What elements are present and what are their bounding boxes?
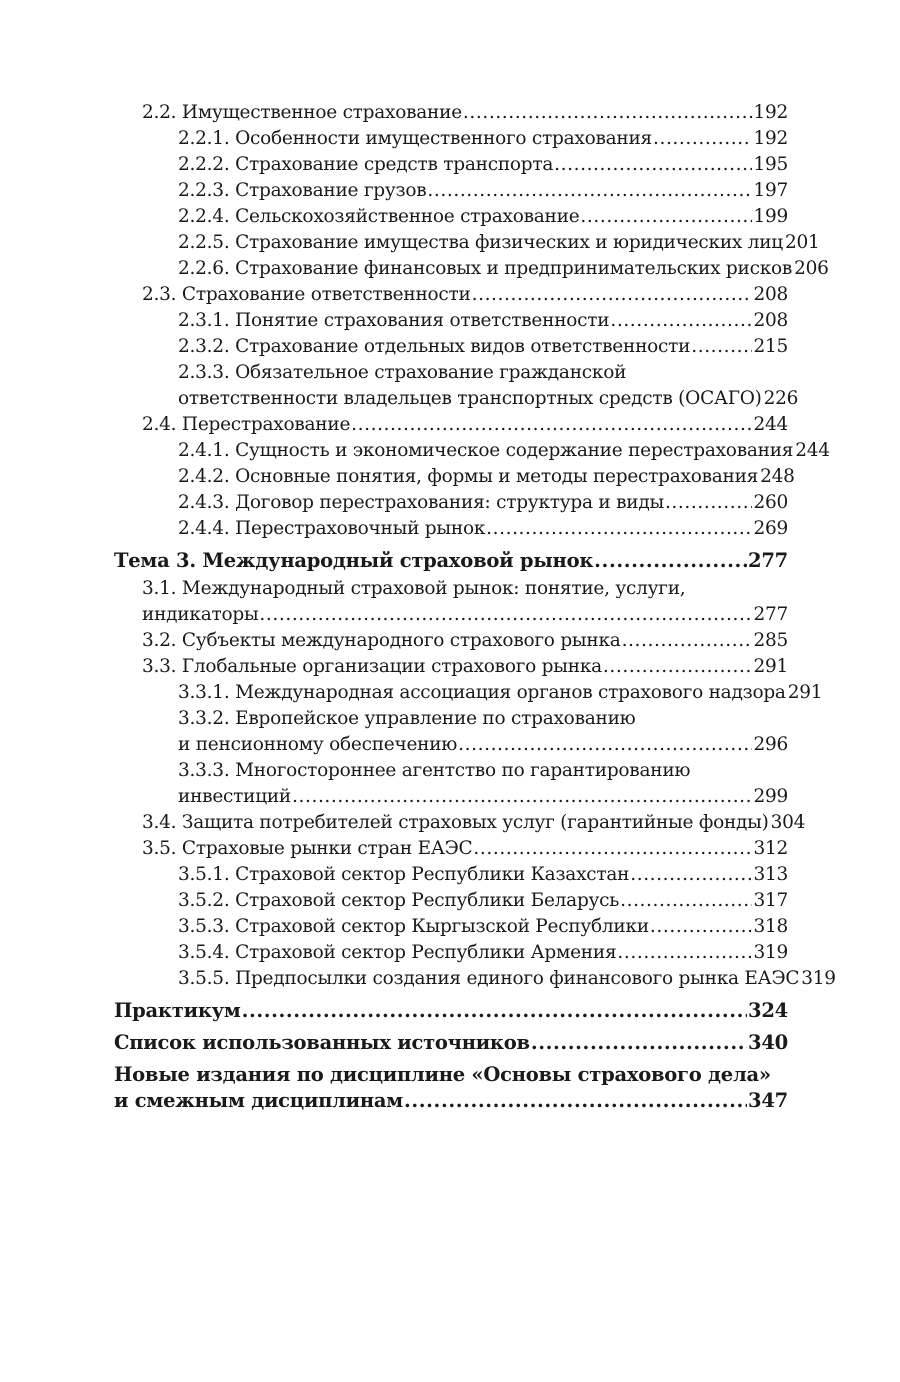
toc-entry-page-number: 313 (753, 864, 788, 885)
toc-entry-title: 3.5.4. Страховой сектор Республики Армения (178, 942, 617, 963)
toc-entry-title: 3.5.5. Предпосылки создания единого финансового рынка ЕАЭС (178, 968, 800, 989)
toc-entry-page-number: 192 (753, 102, 788, 123)
toc-entry (114, 654, 788, 680)
toc-entry-page-number: 291 (753, 656, 788, 677)
toc-entry-page-number: 208 (753, 310, 788, 331)
toc-entry (114, 100, 788, 126)
toc-entry (114, 490, 788, 516)
toc-entry (114, 862, 788, 888)
toc-entry (114, 628, 788, 654)
toc-entry-title: Список использованных источников (114, 1031, 530, 1054)
toc-entry (114, 706, 788, 758)
toc-entry-page-number: 319 (753, 942, 788, 963)
dot-leader (580, 204, 752, 230)
toc-entry (114, 966, 836, 992)
dot-leader (242, 998, 747, 1024)
toc-entry-title: и пенсионному обеспечению (178, 734, 458, 755)
toc-entry (114, 680, 823, 706)
toc-entry-page-number: 318 (753, 916, 788, 937)
dot-leader (486, 516, 752, 542)
toc-entry-title: 2.4.1. Сущность и экономическое содержание перестрахования (178, 440, 794, 461)
toc-entry-title: 2.2.2. Страхование средств транспорта (178, 154, 554, 175)
toc-entry-title: 3.5.1. Страховой сектор Республики Казахстан (178, 864, 630, 885)
toc-entry-page-number: 340 (748, 1031, 788, 1054)
toc-entry-page-number: 192 (753, 128, 788, 149)
table-of-contents (114, 100, 836, 1114)
toc-entry-page-number: 324 (748, 999, 788, 1022)
toc-entry-page-number: 296 (753, 734, 788, 755)
toc-entry-title-first-line: 2.3.3. Обязательное страхование гражданской (178, 362, 627, 383)
dot-leader (427, 178, 752, 204)
toc-entry-page-number: 201 (784, 232, 820, 253)
toc-entry (114, 836, 788, 862)
toc-entry-title: 2.2.3. Страхование грузов (178, 180, 427, 201)
toc-entry-page-number: 244 (753, 414, 788, 435)
toc-entry-title: 3.3.1. Международная ассоциация органов страхового надзора (178, 682, 786, 703)
toc-entry-page-number: 269 (753, 518, 788, 539)
toc-entry (114, 576, 788, 628)
toc-entry-page-number: 317 (753, 890, 788, 911)
toc-entry-title: 2.2.5. Страхование имущества физических и юридических лиц (178, 232, 783, 253)
toc-entry-page-number: 197 (753, 180, 788, 201)
toc-entry-page-number: 195 (753, 154, 788, 175)
toc-entry (114, 412, 788, 438)
toc-entry-page-number: 299 (753, 786, 788, 807)
toc-entry-title: и смежным дисциплинам (114, 1089, 403, 1112)
toc-entry-page-number: 319 (801, 968, 836, 989)
dot-leader (665, 490, 752, 516)
toc-entry-title: 3.3. Глобальные организации страхового рынка (142, 656, 602, 677)
dot-leader (554, 152, 752, 178)
toc-entry-page-number: 260 (753, 492, 788, 513)
toc-entry-page-number: 285 (753, 630, 788, 651)
toc-entry (114, 152, 788, 178)
toc-entry-title-first-line: 3.1. Международный страховой рынок: понятие, услуги, (142, 578, 686, 599)
toc-entry (114, 308, 788, 334)
dot-leader (620, 888, 752, 914)
toc-entry-title: 3.5. Страховые рынки стран ЕАЭС (142, 838, 473, 859)
dot-leader (610, 308, 752, 334)
dot-leader (691, 334, 752, 360)
toc-entry-page-number: 226 (763, 388, 799, 409)
toc-entry-page-number: 206 (794, 258, 829, 279)
dot-leader (617, 940, 752, 966)
dot-leader (472, 282, 753, 308)
toc-entry-title: инвестиций (178, 786, 292, 807)
toc-entry-title: 2.2.6. Страхование финансовых и предпринимательских рисков (178, 258, 793, 279)
toc-entry (114, 940, 788, 966)
dot-leader (473, 836, 752, 862)
toc-entry (114, 178, 788, 204)
toc-entry-title: 2.2.1. Особенности имущественного страхования (178, 128, 652, 149)
toc-entry-title: 3.5.2. Страховой сектор Республики Беларусь (178, 890, 620, 911)
dot-leader (292, 784, 752, 810)
toc-entry-title: 2.4.3. Договор перестрахования: структура и виды (178, 492, 664, 513)
dot-leader (259, 602, 752, 628)
toc-entry-page-number: 312 (753, 838, 788, 859)
toc-entry-page-number: 347 (748, 1089, 788, 1112)
toc-entry-title: 3.5.3. Страховой сектор Кыргызской Республики (178, 916, 649, 937)
dot-leader (650, 914, 753, 940)
dot-leader (630, 862, 752, 888)
toc-entry-title: Практикум (114, 999, 241, 1022)
toc-entry (114, 204, 788, 230)
dot-leader (594, 548, 747, 574)
toc-entry-title: 3.2. Субъекты международного страхового рынка (142, 630, 621, 651)
toc-entry-title: 2.4. Перестрахование (142, 414, 351, 435)
dot-leader (404, 1088, 747, 1114)
toc-entry (114, 888, 788, 914)
toc-entry-title: 2.3.1. Понятие страхования ответственности (178, 310, 610, 331)
toc-entry-title-first-line: 3.3.2. Европейское управление по страхованию (178, 708, 636, 729)
toc-entry (114, 230, 820, 256)
toc-entry-title: ответственности владельцев транспортных средств (ОСАГО) (178, 388, 762, 409)
toc-entry (114, 360, 799, 412)
toc-entry-page-number: 208 (753, 284, 788, 305)
dot-leader (463, 100, 753, 126)
toc-entry-page-number: 291 (787, 682, 823, 703)
toc-entry-page-number: 199 (753, 206, 788, 227)
toc-entry-title: Тема 3. Международный страховой рынок (114, 549, 594, 572)
dot-leader (458, 732, 752, 758)
toc-entry-page-number: 277 (753, 604, 788, 625)
toc-entry-title: 2.2.4. Сельскохозяйственное страхование (178, 206, 580, 227)
dot-leader (653, 126, 752, 152)
toc-entry (114, 438, 830, 464)
toc-entry-title: 3.4. Защита потребителей страховых услуг (гарантийные фонды) (142, 812, 769, 833)
dot-leader (351, 412, 752, 438)
dot-leader (531, 1030, 747, 1056)
toc-entry (114, 516, 788, 542)
toc-entry (114, 1062, 788, 1114)
toc-entry (114, 914, 788, 940)
toc-entry (114, 1030, 788, 1056)
toc-entry-page-number: 244 (795, 440, 830, 461)
toc-entry-page-number: 277 (748, 549, 788, 572)
toc-entry (114, 998, 788, 1024)
toc-entry (114, 548, 788, 574)
toc-entry (114, 758, 788, 810)
toc-entry (114, 464, 795, 490)
toc-entry (114, 256, 829, 282)
toc-entry-page-number: 248 (760, 466, 795, 487)
dot-leader (603, 654, 753, 680)
toc-entry-title-first-line: Новые издания по дисциплине «Основы страхового дела» (114, 1063, 771, 1086)
toc-entry-title: 2.3.2. Страхование отдельных видов ответственности (178, 336, 691, 357)
toc-entry-title: 2.4.2. Основные понятия, формы и методы перестрахования (178, 466, 759, 487)
toc-entry-title: 2.4.4. Перестраховочный рынок (178, 518, 486, 539)
toc-entry-title: 2.3. Страхование ответственности (142, 284, 471, 305)
toc-entry-title: индикаторы (142, 604, 259, 625)
toc-entry-page-number: 304 (770, 812, 806, 833)
toc-entry-title-first-line: 3.3.3. Многостороннее агентство по гарантированию (178, 760, 691, 781)
dot-leader (622, 628, 753, 654)
toc-entry (114, 126, 788, 152)
toc-entry (114, 282, 788, 308)
toc-entry (114, 810, 806, 836)
toc-entry (114, 334, 788, 360)
toc-entry-title: 2.2. Имущественное страхование (142, 102, 462, 123)
toc-entry-page-number: 215 (753, 336, 788, 357)
